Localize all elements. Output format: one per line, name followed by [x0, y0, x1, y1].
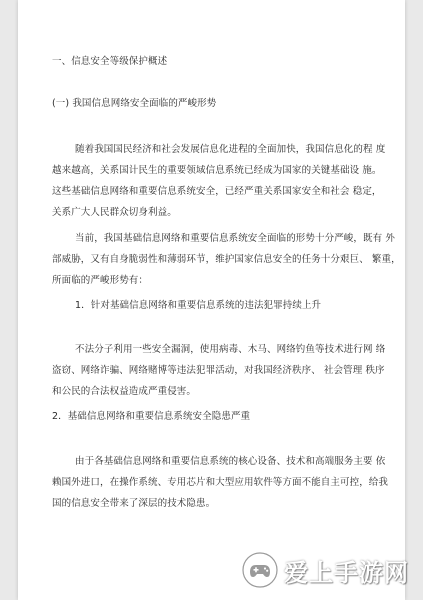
site-watermark [240, 550, 409, 590]
paragraph-1-line-3: 这些基础信息网络和重要信息系统安全，已经严重关系国家安全和社会 稳定， [52, 186, 382, 197]
document-page [18, 0, 405, 600]
paragraph-1-line-2: 越来越高，关系国计民生的重要领域信息系统已经成为国家的关键基础设 施。 [52, 165, 382, 176]
list-item-2-title: 2．基础信息网络和重要信息系统安全隐患严重 [52, 411, 251, 422]
paragraph-4-line-1: 由于各基础信息网络和重要信息系统的核心设备、技术和高端服务主要 依 [75, 456, 386, 467]
paragraph-2-line-3: 所面临的严峻形势有： [52, 275, 149, 286]
paragraph-2-line-2: 部威胁，又有自身脆弱性和薄弱环节，维护国家信息安全的任务十分艰巨、 繁重， [52, 254, 401, 265]
paragraph-1-line-1: 随着我国国民经济和社会发展信息化进程的全面加快，我国信息化的程 度 [75, 144, 386, 155]
game-controller-logo-icon [240, 550, 280, 590]
paragraph-2-line-1: 当前，我国基础信息网络和重要信息系统安全面临的形势十分严峻，既有 外 [75, 233, 395, 244]
paragraph-4-line-2: 赖国外进口，在操作系统、专用芯片和大型应用软件等方面不能自主可控，给我 [52, 477, 389, 488]
paragraph-1-line-4: 关系广大人民群众切身利益。 [52, 207, 177, 218]
section-heading: 一、信息安全等级保护概述 [52, 56, 168, 67]
paragraph-4-line-3: 国的信息安全带来了深层的技术隐患。 [52, 498, 216, 509]
paragraph-3-line-2: 盗窃、网络诈骗、网络赌博等违法犯罪活动，对我国经济秩序、 社会管理 秩序 [52, 365, 385, 376]
paragraph-3-line-1: 不法分子利用一些安全漏洞，使用病毒、木马、网络钓鱼等技术进行网 络 [75, 344, 386, 355]
paragraph-3-line-3: 和公民的合法权益造成严重侵害。 [52, 386, 197, 397]
subsection-heading: (一) 我国信息网络安全面临的严峻形势 [52, 98, 217, 109]
watermark-text: 爱上手游网 [284, 558, 409, 587]
list-item-1-title: 1．针对基础信息网络和重要信息系统的违法犯罪持续上升 [75, 300, 322, 311]
